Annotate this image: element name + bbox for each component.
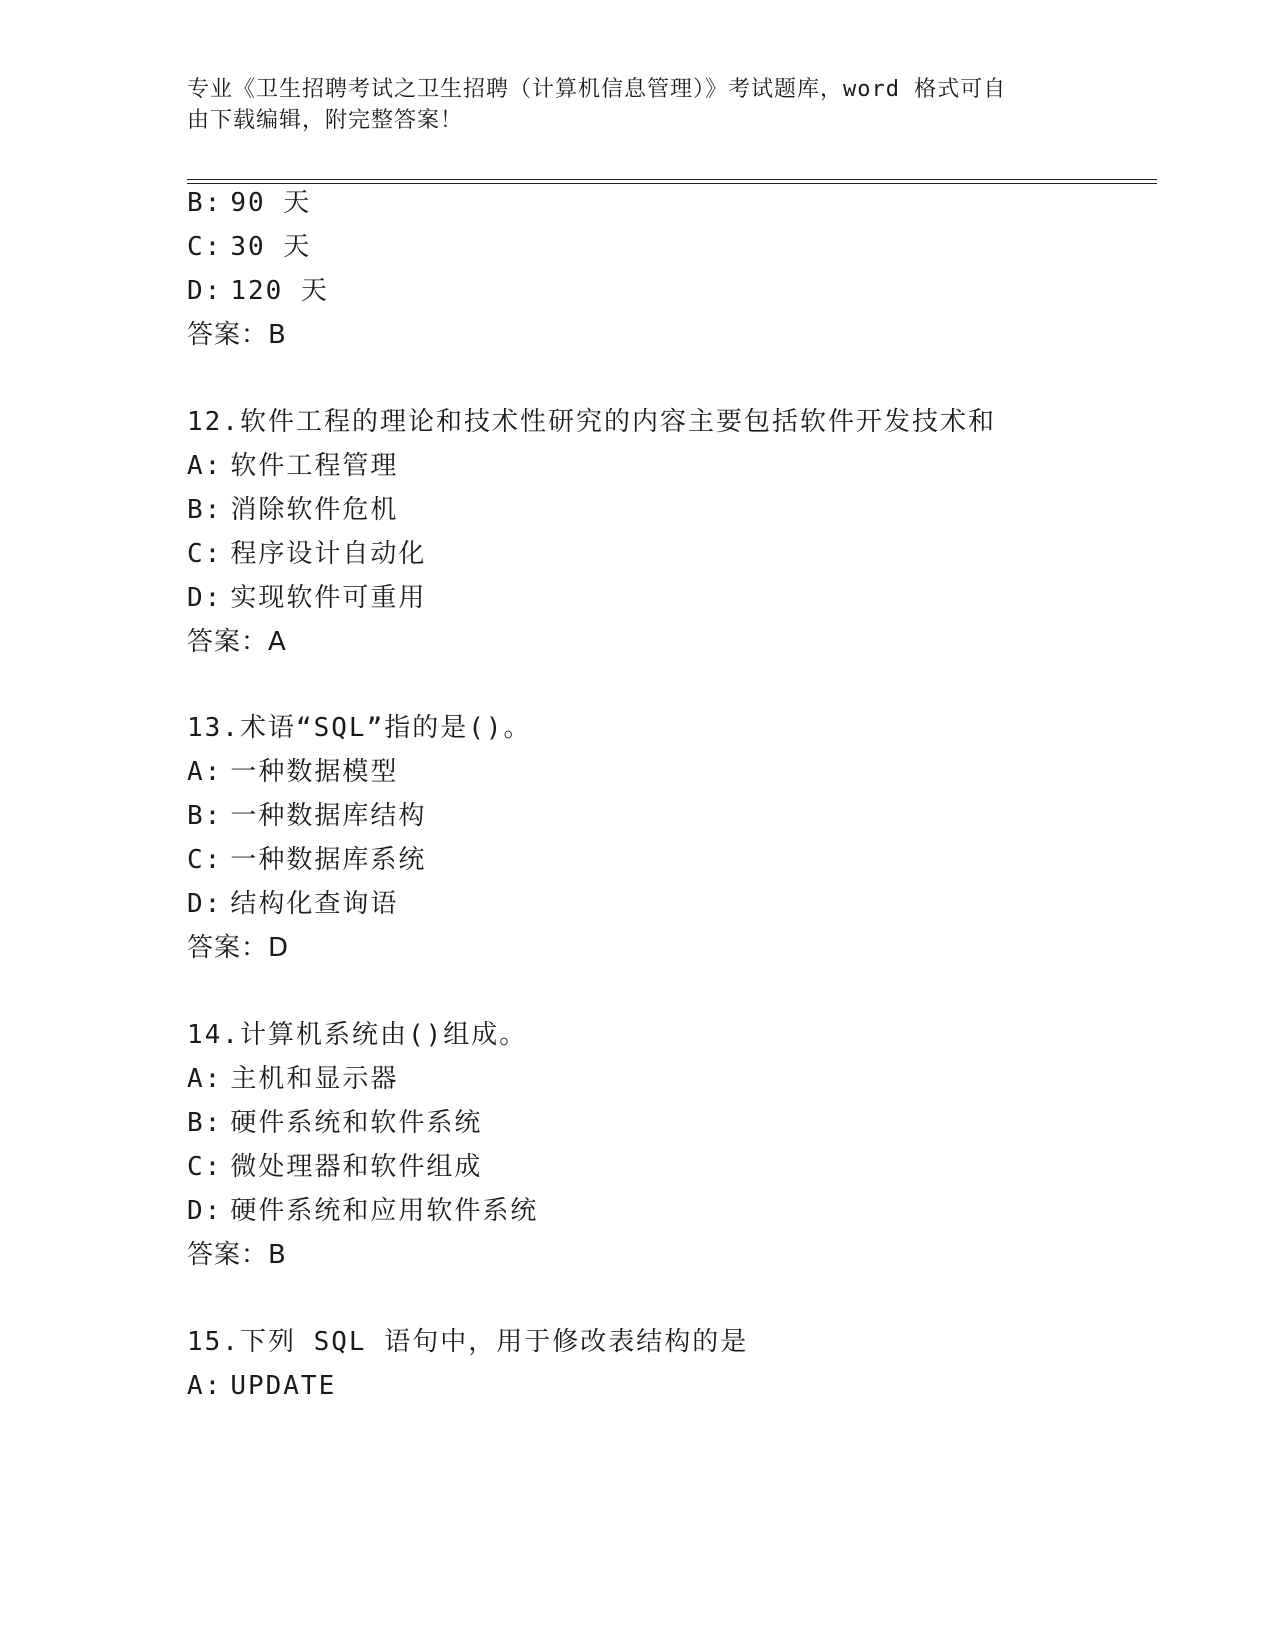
option-text: 微处理器和软件组成 [230,1152,483,1182]
option-label: A: [187,1371,223,1401]
option-text: 消除软件危机 [230,495,399,525]
option-row [187,537,426,571]
option-text: 30 天 [230,232,312,262]
option-row [187,799,426,833]
question-stem: 13.术语“SQL”指的是()。 [187,713,532,743]
answer-line: 答案：A [187,627,287,657]
header-line-1: 专业《卫生招聘考试之卫生招聘（计算机信息管理）》考试题库，word 格式可自 [187,77,1007,102]
option-text: 一种数据库系统 [230,845,427,875]
question-stem: 14.计算机系统由()组成。 [187,1020,528,1050]
option-label: D: [187,889,223,919]
option-label: A: [187,1064,223,1094]
option-label: A: [187,757,223,787]
option-text: 结构化查询语 [230,889,399,919]
header-divider-bottom [187,183,1157,184]
option-text: 软件工程管理 [230,451,399,481]
option-row [187,755,398,789]
option-text: 硬件系统和软件系统 [230,1108,483,1138]
option-label: D: [187,276,223,306]
option-row [187,1369,336,1403]
answer-line: 答案：B [187,1240,287,1270]
option-label: C: [187,539,223,569]
answer-line: 答案：D [187,933,290,963]
option-text: 硬件系统和应用软件系统 [230,1196,539,1226]
question-stem: 15.下列 SQL 语句中，用于修改表结构的是 [187,1327,749,1357]
option-label: D: [187,583,223,613]
option-label: C: [187,1152,223,1182]
option-text: 90 天 [230,188,312,218]
option-text: 程序设计自动化 [230,539,427,569]
option-row [187,581,426,615]
option-text: 120 天 [230,276,329,306]
option-row [187,1194,538,1228]
option-label: D: [187,1196,223,1226]
option-row [187,230,311,264]
option-text: 实现软件可重用 [230,583,427,613]
option-label: C: [187,232,223,262]
option-text: 一种数据库结构 [230,801,427,831]
option-label: B: [187,495,223,525]
option-row [187,1106,482,1140]
option-label: C: [187,845,223,875]
option-label: B: [187,1108,223,1138]
answer-line: 答案：B [187,320,287,350]
option-row [187,1062,398,1096]
document-header [187,74,1077,136]
option-row [187,887,398,921]
option-text: 一种数据模型 [230,757,399,787]
option-label: B: [187,188,223,218]
option-label: A: [187,451,223,481]
option-row [187,843,426,877]
header-divider-top [187,179,1157,180]
option-label: B: [187,801,223,831]
option-row [187,449,398,483]
option-row [187,274,329,308]
option-text: UPDATE [230,1371,337,1401]
option-row [187,1150,482,1184]
question-stem: 12.软件工程的理论和技术性研究的内容主要包括软件开发技术和 [187,407,996,437]
option-text: 主机和显示器 [230,1064,399,1094]
option-row [187,493,398,527]
option-row [187,186,311,220]
header-line-2: 由下载编辑，附完整答案！ [187,108,464,133]
